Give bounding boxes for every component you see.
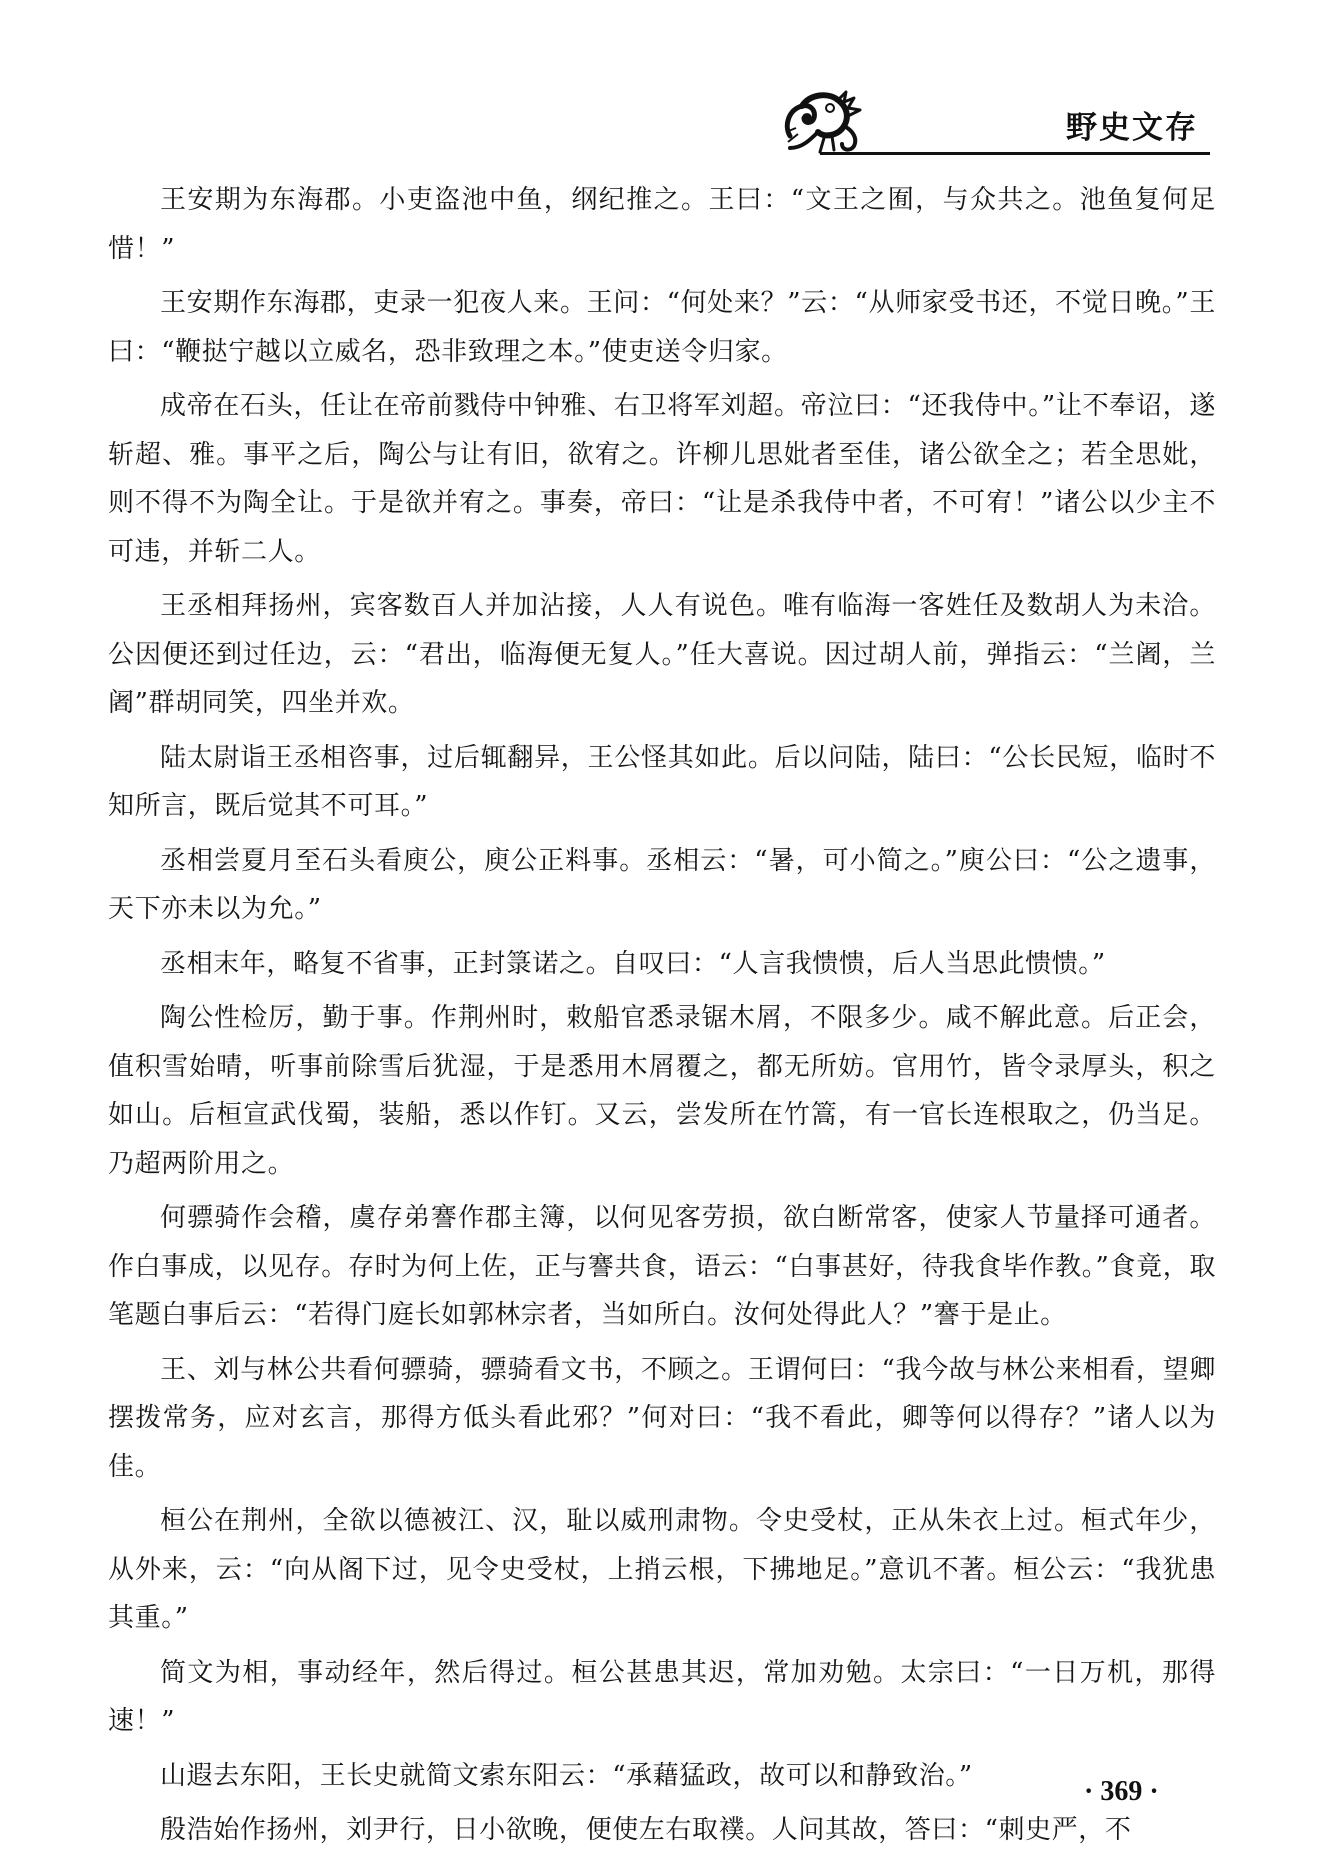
paragraph: 王、刘与林公共看何骠骑，骠骑看文书，不顾之。王谓何曰：“我今故与林公来相看，望卿摆拨常务，应对玄言，那得方低头看此邪？”何对曰：“我不看此，卿等何以得存？”诸人以为佳。: [108, 1354, 1216, 1482]
paragraph: 丞相末年，略复不省事，正封箓诺之。自叹曰：“人言我愦愦，后人当思此愦愦。”: [160, 948, 1106, 979]
dragon-icon: [780, 88, 866, 158]
running-header-title: 野史文存: [1066, 110, 1198, 146]
paragraph: 桓公在荆州，全欲以德被江、汉，耻以威刑肃物。令史受杖，正从朱衣上过。桓式年少，从外来，云：“向从阁下过，见令史受杖，上捎云根，下拂地足。”意讥不著。桓公云：“我犹患其重。”: [108, 1506, 1216, 1633]
paragraph: 简文为相，事动经年，然后得过。桓公甚患其迟，常加劝勉。太宗曰：“一日万机，那得速！”: [108, 1657, 1216, 1736]
paragraph: 陶公性检厉，勤于事。作荆州时，敕船官悉录锯木屑，不限多少。咸不解此意。后正会，值积雪始晴，听事前除雪后犹湿，于是悉用木屑覆之，都无所妨。官用竹，皆令录厚头，积之如山。后桓宣武伐蜀，装船，悉以作钉。又云，尝发所在竹篙，有一官长连根取之，仍当足。乃超两阶用之。: [108, 1003, 1216, 1179]
paragraph: 丞相尝夏月至石头看庾公，庾公正料事。丞相云：“暑，可小简之。”庾公曰：“公之遗事，天下亦未以为允。”: [108, 845, 1216, 924]
paragraph: 陆太尉诣王丞相咨事，过后辄翻异，王公怪其如此。后以问陆，陆曰：“公长民短，临时不知所言，既后觉其不可耳。”: [108, 742, 1216, 821]
paragraph: 王丞相拜扬州，宾客数百人并加沾接，人人有说色。唯有临海一客姓任及数胡人为未洽。公因便还到过任边，云：“君出，临海便无复人。”任大喜说。因过胡人前，弹指云：“兰阇，兰阇”群胡同笑，四坐并欢。: [108, 591, 1216, 718]
page-number: · 369 ·: [1084, 1776, 1159, 1807]
paragraph: 成帝在石头，任让在帝前戮侍中钟雅、右卫将军刘超。帝泣曰：“还我侍中。”让不奉诏，遂斩超、雅。事平之后，陶公与让有旧，欲宥之。许柳儿思妣者至佳，诸公欲全之；若全思妣，则不得不为陶全让。于是欲并宥之。事奏，帝曰：“让是杀我侍中者，不可宥！”诸公以少主不可违，并斩二人。: [108, 391, 1216, 567]
paragraph: 王安期作东海郡，吏录一犯夜人来。王问：“何处来？”云：“从师家受书还，不觉日晚。”王曰：“鞭挞宁越以立威名，恐非致理之本。”使吏送令归家。: [108, 288, 1216, 367]
page-body: [108, 176, 1216, 1861]
paragraph: 何骠骑作会稽，虞存弟謇作郡主簿，以何见客劳损，欲白断常客，使家人节量择可通者。作白事成，以见存。存时为何上佐，正与謇共食，语云：“白事甚好，待我食毕作教。”食竟，取笔题白事后云：“若得门庭长如郭林宗者，当如所白。汝何处得此人？”謇于是止。: [108, 1203, 1216, 1330]
page-header: [780, 88, 1210, 160]
paragraph: 殷浩始作扬州，刘尹行，日小欲晚，便使左右取襆。人问其故，答曰：“刺史严，不: [160, 1815, 1132, 1845]
paragraph: 山遐去东阳，王长史就简文索东阳云：“承藉猛政，故可以和静致治。”: [160, 1760, 973, 1791]
paragraph: 王安期为东海郡。小吏盗池中鱼，纲纪推之。王曰：“文王之囿，与众共之。池鱼复何足惜！”: [108, 185, 1216, 264]
header-rule: [820, 152, 1210, 155]
